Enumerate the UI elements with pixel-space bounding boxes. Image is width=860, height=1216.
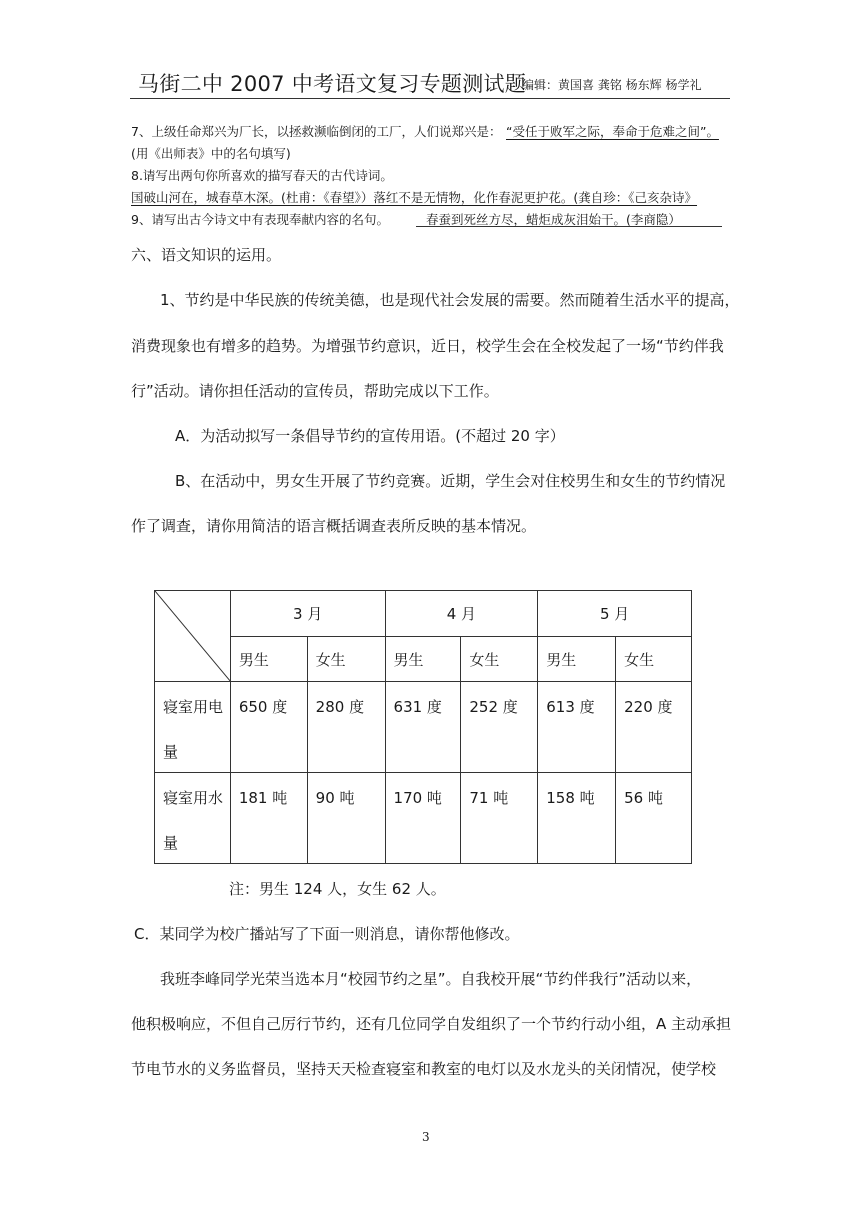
diagonal-header-cell: [155, 591, 231, 682]
month-header: 3 月: [230, 591, 385, 637]
q8-text: 8.请写出两句你所喜欢的描写春天的古代诗词。: [131, 168, 393, 183]
table-cell: 90 吨: [315, 789, 355, 807]
gender-header: 男生: [385, 637, 461, 682]
table-cell: 158 吨: [546, 789, 595, 807]
q7-answer: “受任于败军之际，奉命于危难之间”。: [506, 124, 719, 139]
table-cell: 252 度: [469, 698, 518, 716]
editors-list: 编辑：黄国喜 龚铭 杨东辉 杨学礼: [522, 78, 702, 92]
table-cell: 280 度: [315, 698, 365, 716]
gender-header: 女生: [616, 637, 692, 682]
table-cell: 71 吨: [469, 789, 509, 807]
diagonal-line: [155, 591, 231, 682]
row-label-line: 寝室用电: [163, 698, 224, 716]
task-b-line-1: B、在活动中，男女生开展了节约竞赛。近期，学生会对住校男生和女生的节约情况: [175, 472, 726, 490]
table-cell: 56 吨: [624, 789, 663, 807]
page-number: 3: [422, 1130, 430, 1144]
row-label-line: 量: [163, 834, 179, 852]
gender-header: 男生: [538, 637, 616, 682]
row-label-line: 量: [163, 743, 179, 761]
month-header: 5 月: [538, 591, 692, 637]
task-b-line-2: 作了调查，请你用简洁的语言概括调查表所反映的基本情况。: [131, 517, 537, 535]
table-row: [155, 773, 692, 864]
task-a: A．为活动拟写一条倡导节约的宣传用语。(不超过 20 字）: [175, 427, 565, 445]
document-title: 马街二中 2007 中考语文复习专题测试题: [138, 72, 527, 96]
paragraph-1-line-2: 消费现象也有增多的趋势。为增强节约意识，近日，校学生会在全校发起了一场“节约伴我: [131, 337, 724, 355]
table-cell: 613 度: [546, 698, 595, 716]
q7-note: (用《出师表》中的名句填写): [131, 146, 291, 161]
section-heading: 六、语文知识的运用。: [131, 246, 282, 264]
gender-header: 男生: [230, 637, 307, 682]
row-label: [155, 773, 231, 864]
table-cell: 170 吨: [393, 789, 442, 807]
row-label-line: 寝室用水: [163, 789, 224, 807]
page-header: [130, 62, 730, 99]
q8-answer: 国破山河在，城春草木深。(杜甫：《春望》）落红不是无情物，化作春泥更护花。(龚自珍：《己亥杂诗》: [131, 190, 698, 205]
table-cell: 181 吨: [238, 789, 288, 807]
table-cell: 650 度: [238, 698, 288, 716]
gender-header: 女生: [461, 637, 538, 682]
table-row: [155, 682, 692, 773]
task-c-heading: C．某同学为校广播站写了下面一则消息，请你帮他修改。: [134, 925, 520, 943]
survey-table: [154, 590, 692, 864]
q7-text: 7、上级任命郑兴为厂长，以拯救濒临倒闭的工厂，人们说郑兴是：: [131, 124, 502, 139]
table-note: 注：男生 124 人，女生 62 人。: [229, 880, 446, 898]
month-header: 4 月: [385, 591, 538, 637]
task-c-line-3: 节电节水的义务监督员，坚持天天检查寝室和教室的电灯以及水龙头的关闭情况，使学校: [131, 1060, 717, 1078]
table-cell: 631 度: [393, 698, 442, 716]
paragraph-1-line-3: 行”活动。请你担任活动的宣传员，帮助完成以下工作。: [131, 382, 499, 400]
q9-answer: 春蚕到死丝方尽，蜡炬成灰泪始干。(李商隐）: [426, 212, 681, 227]
task-c-line-2: 他积极响应，不但自己厉行节约，还有几位同学自发组织了一个节约行动小组，A 主动承担: [131, 1015, 732, 1033]
task-c-line-1: 我班李峰同学光荣当选本月“校园节约之星”。自我校开展“节约伴我行”活动以来，: [160, 970, 702, 988]
table-cell: 220 度: [624, 698, 673, 716]
gender-header: 女生: [307, 637, 385, 682]
paragraph-1-line-1: 1、节约是中华民族的传统美德，也是现代社会发展的需要。然而随着生活水平的提高，: [160, 291, 740, 309]
q9-text: 9、请写出古今诗文中有表现奉献内容的名句。: [131, 212, 389, 227]
row-label: [155, 682, 231, 773]
